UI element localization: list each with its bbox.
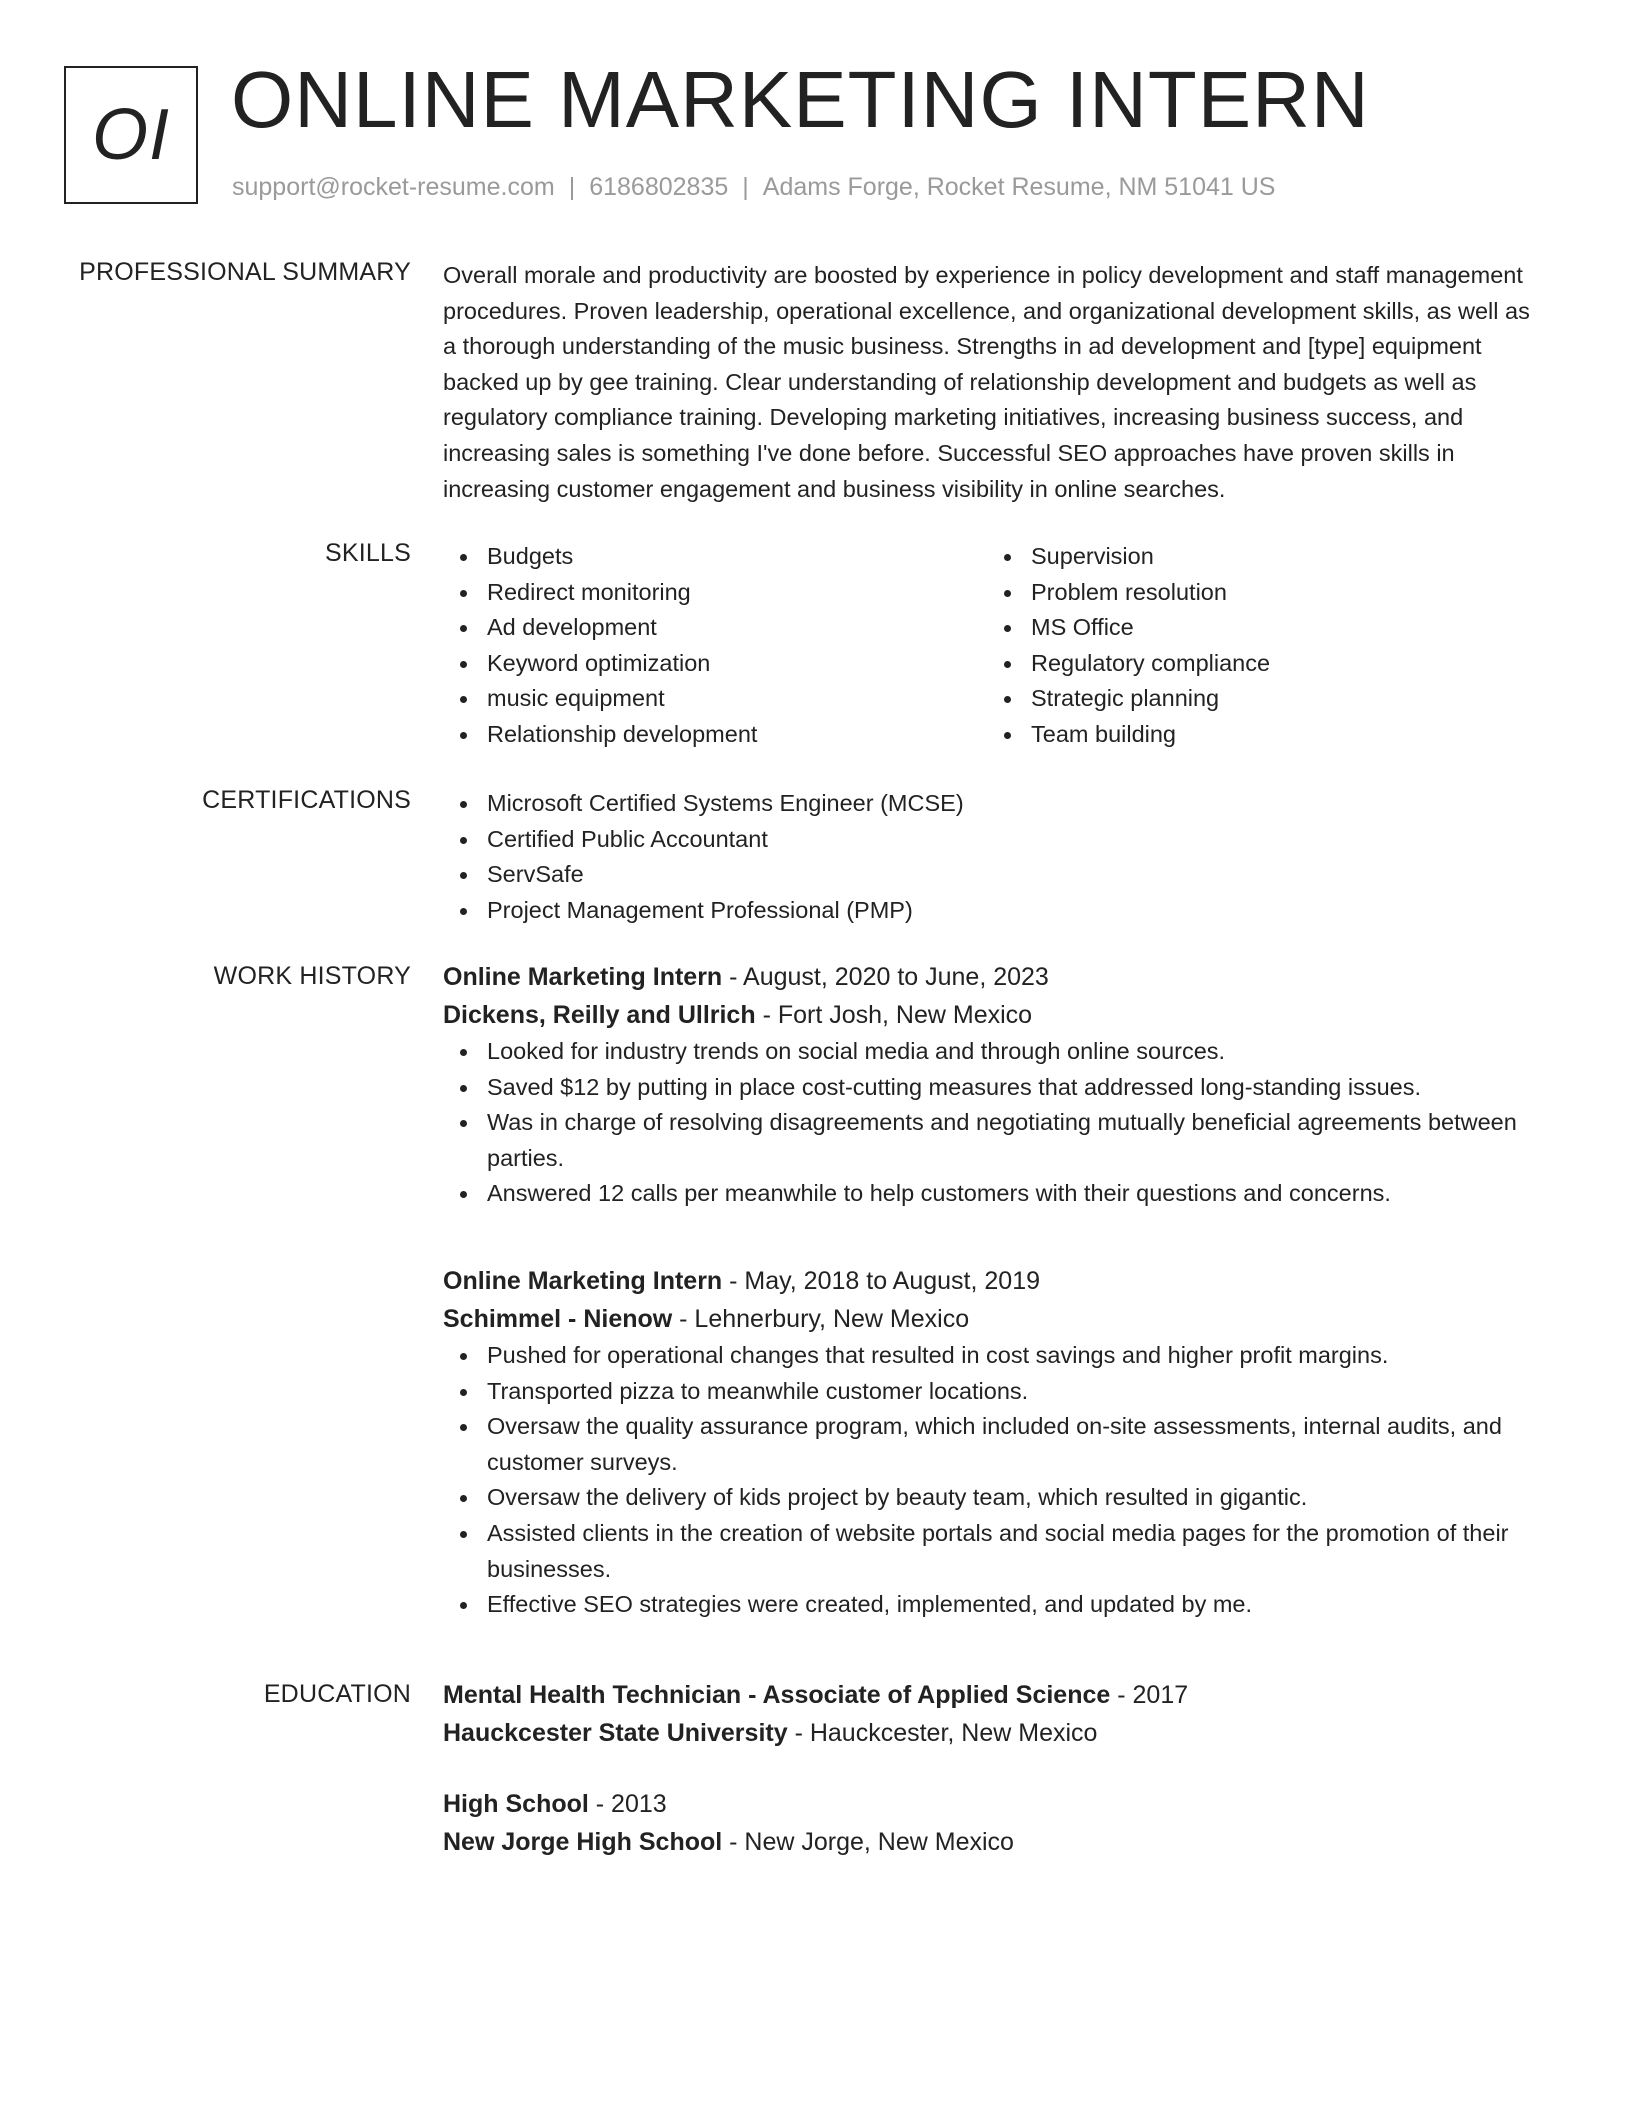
job-location: - Lehnerbury, New Mexico [672,1305,970,1333]
job-bullet: Looked for industry trends on social media and through online sources. [443,1034,1548,1070]
skill-item: Ad development [443,610,987,646]
job-entry [443,958,1548,1212]
job-company: Dickens, Reilly and Ullrich [443,1001,756,1029]
contact-separator: | [742,173,749,201]
monogram-initials: OI [91,95,170,175]
job-bullet: Transported pizza to meanwhile customer locations. [443,1374,1548,1410]
job-bullet: Effective SEO strategies were created, implemented, and updated by me. [443,1587,1548,1623]
summary-text: Overall morale and productivity are boosted by experience in policy development and staff management procedures. Proven leadership, operational excellence, and organizational development skills, as well as a thorough understanding of the music business. Strengths in ad development and [type] equipment backed up by gee training. Clear understanding of relationship development and budgets as well as regulatory compliance training. Developing marketing initiatives, increasing business success, and increasing sales is something I've done before. Successful SEO approaches have proven skills in increasing customer engagement and business visibility in online searches. [443,262,1530,502]
education-school: New Jorge High School [443,1828,723,1856]
education-degree-line [443,1676,1548,1714]
skill-item: Keyword optimization [443,646,987,682]
skill-item: MS Office [987,610,1531,646]
skills-label: SKILLS [325,539,411,567]
job-bullet: Was in charge of resolving disagreements and negotiating mutually beneficial agreements between parties. [443,1105,1548,1176]
education-entry [443,1785,1548,1861]
job-bullets [443,1338,1548,1623]
education-degree: High School [443,1790,589,1818]
education-location: - New Jorge, New Mexico [722,1828,1014,1856]
skill-item: Redirect monitoring [443,575,987,611]
certifications-list [443,786,1548,928]
skills-list-left [443,539,987,753]
work-history-label: WORK HISTORY [213,962,411,990]
skills-list-right [987,539,1531,753]
job-entry [443,1262,1548,1623]
job-bullet: Answered 12 calls per meanwhile to help customers with their questions and concerns. [443,1176,1548,1212]
contact-email: support@rocket-resume.com [232,173,555,201]
education-entry [443,1676,1548,1752]
education-degree-line [443,1785,1548,1823]
education-year: - 2017 [1110,1681,1189,1709]
skill-item: Budgets [443,539,987,575]
certifications-section [443,786,1548,928]
contact-line [232,173,1275,202]
certification-item: ServSafe [443,857,1548,893]
skill-item: Team building [987,717,1531,753]
education-degree: Mental Health Technician - Associate of Applied Science [443,1681,1111,1709]
skills-grid [443,539,1548,753]
job-title: Online Marketing Intern [443,1267,723,1295]
skill-item: Regulatory compliance [987,646,1531,682]
monogram-box [64,66,198,204]
job-bullet: Pushed for operational changes that resulted in cost savings and higher profit margins. [443,1338,1548,1374]
skill-item: music equipment [443,681,987,717]
skill-item: Relationship development [443,717,987,753]
summary-label: PROFESSIONAL SUMMARY [79,258,411,286]
job-title-line [443,1262,1548,1300]
job-bullet: Saved $12 by putting in place cost-cutting measures that addressed long-standing issues. [443,1070,1548,1106]
education-year: - 2013 [588,1790,667,1818]
job-title: Online Marketing Intern [443,963,723,991]
candidate-name: ONLINE MARKETING INTERN [231,55,1370,144]
education-school-line [443,1823,1548,1861]
job-title-line [443,958,1548,996]
job-bullet: Assisted clients in the creation of website portals and social media pages for the promotion of their businesses. [443,1516,1548,1587]
education-school-line [443,1714,1548,1752]
certification-item: Certified Public Accountant [443,822,1548,858]
certifications-label: CERTIFICATIONS [202,786,411,814]
job-company: Schimmel - Nienow [443,1305,673,1333]
job-dates: - May, 2018 to August, 2019 [722,1267,1041,1295]
job-bullet: Oversaw the delivery of kids project by beauty team, which resulted in gigantic. [443,1480,1548,1516]
job-company-line [443,996,1548,1034]
contact-separator: | [568,173,576,201]
education-location: - Hauckcester, New Mexico [787,1719,1098,1747]
certification-item: Microsoft Certified Systems Engineer (MCSE) [443,786,1548,822]
skill-item: Strategic planning [987,681,1531,717]
job-company-line [443,1300,1548,1338]
skill-item: Problem resolution [987,575,1531,611]
job-bullets [443,1034,1548,1212]
contact-address: Adams Forge, Rocket Resume, NM 51041 US [762,173,1276,201]
certification-item: Project Management Professional (PMP) [443,893,1548,929]
skills-section [443,539,1548,753]
job-dates: - August, 2020 to June, 2023 [722,963,1049,991]
summary-section [443,258,1548,507]
job-bullet: Oversaw the quality assurance program, which included on-site assessments, internal audits, and customer surveys. [443,1409,1548,1480]
job-location: - Fort Josh, New Mexico [755,1001,1033,1029]
education-school: Hauckcester State University [443,1719,788,1747]
contact-phone: 6186802835 [589,173,729,201]
education-label: EDUCATION [263,1680,411,1708]
skill-item: Supervision [987,539,1531,575]
